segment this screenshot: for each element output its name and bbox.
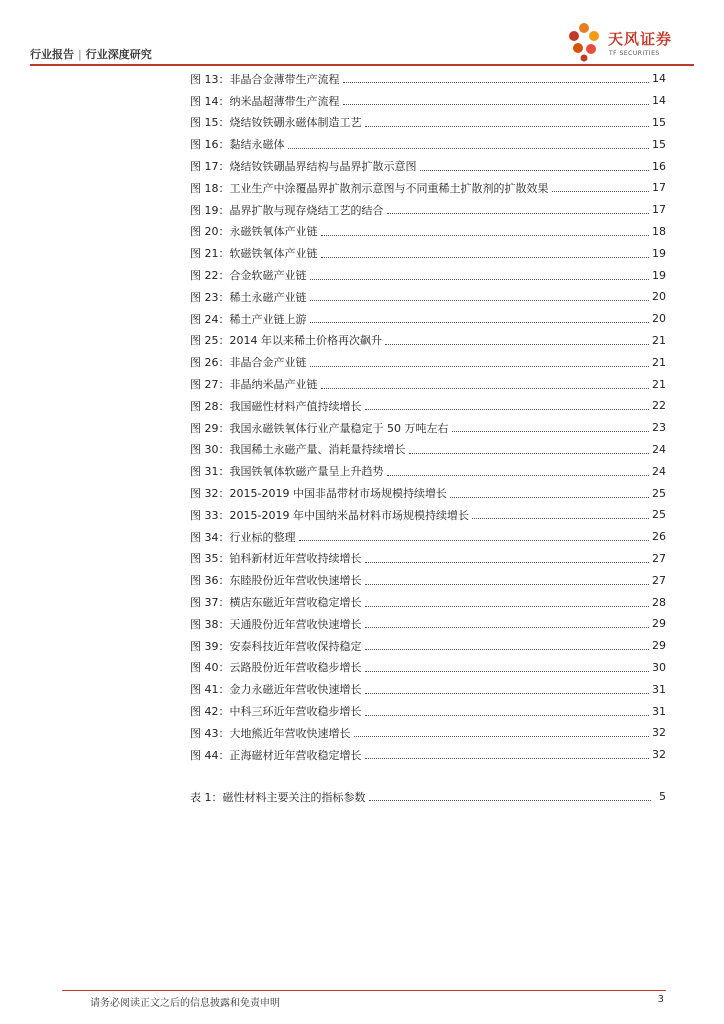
figure-entry-page: 21 (652, 377, 666, 391)
figure-entry[interactable] (190, 264, 666, 286)
figure-entry-label: 图 32： (190, 487, 230, 501)
figure-entry-title: 云路股份近年营收稳步增长 (229, 661, 362, 675)
report-subtype: 行业深度研究 (85, 48, 152, 61)
report-type: 行业报告 (30, 48, 74, 61)
figure-entry-label: 图 18： (190, 181, 230, 195)
figure-entry-label: 图 27： (190, 378, 230, 392)
figure-entry-title: 晶界扩散与现存烧结工艺的结合 (229, 203, 384, 217)
figure-entry-page: 26 (652, 530, 666, 544)
figure-entry[interactable] (190, 351, 666, 373)
figure-entry[interactable] (190, 526, 666, 548)
figure-entry-title: 我国稀土永磁产量、消耗量持续增长 (229, 443, 406, 457)
figure-entry[interactable] (190, 744, 666, 766)
figure-entry-page: 21 (652, 333, 666, 347)
dot-leader (365, 584, 650, 585)
figure-entry-title: 正海磁材近年营收稳定增长 (229, 748, 362, 762)
figure-entry[interactable] (190, 657, 666, 679)
dot-leader (288, 148, 650, 149)
figure-entry-title: 非晶合金产业链 (229, 356, 307, 370)
figure-entry-title: 黏结永磁体 (229, 138, 285, 152)
dot-leader (299, 540, 650, 541)
footer-disclaimer: 请务必阅读正文之后的信息披露和免责申明 (90, 998, 280, 1009)
dot-leader (365, 409, 650, 410)
figure-entry-page: 18 (652, 224, 666, 238)
figure-entry-label: 图 24： (190, 312, 230, 326)
figure-entry-page: 28 (652, 595, 666, 609)
dot-leader (343, 82, 650, 83)
dot-leader (365, 562, 650, 563)
figure-entry-label: 图 33： (190, 508, 230, 522)
dot-leader (387, 213, 650, 214)
dot-leader (420, 170, 650, 171)
figure-entry[interactable] (190, 155, 666, 177)
figure-entry[interactable] (190, 330, 666, 352)
figure-entry-page: 32 (652, 726, 666, 740)
figure-entry-page: 15 (652, 115, 666, 129)
figure-entry-title: 天通股份近年营收快速增长 (229, 617, 362, 631)
figure-entry-page: 15 (652, 137, 666, 151)
figure-entry-page: 32 (652, 748, 666, 762)
figure-entry[interactable] (190, 460, 666, 482)
figure-entry[interactable] (190, 417, 666, 439)
figure-entry-label: 图 30： (190, 443, 230, 457)
figure-entry-label: 图 25： (190, 334, 230, 348)
figure-entry[interactable] (190, 242, 666, 264)
dot-leader (321, 388, 650, 389)
figure-entry-label: 图 29： (190, 421, 230, 435)
figure-entry-title: 2015-2019 中国非晶带材市场规模持续增长 (229, 487, 447, 501)
figure-entry[interactable] (190, 635, 666, 657)
dot-leader (552, 191, 650, 192)
figure-entry-title: 金力永磁近年营收快速增长 (229, 683, 362, 697)
footer-divider (62, 990, 666, 991)
dot-leader (365, 693, 650, 694)
table-list (190, 786, 666, 808)
figure-entry[interactable] (190, 221, 666, 243)
dot-leader (365, 715, 650, 716)
figure-entry-label: 图 17： (190, 160, 230, 174)
figure-entry-label: 图 43： (190, 726, 230, 740)
figure-entry-label: 图 42： (190, 705, 230, 718)
dot-leader (365, 126, 650, 127)
figure-entry-page: 20 (652, 290, 666, 304)
figure-entry-label: 图 31： (190, 465, 230, 479)
figure-entry[interactable] (190, 112, 666, 134)
dot-leader (409, 453, 650, 454)
company-logo (564, 20, 692, 64)
figure-entry-label: 图 34： (190, 530, 230, 544)
figure-entry-title: 中科三环近年营收稳步增长 (229, 705, 362, 718)
figure-entry[interactable] (190, 482, 666, 504)
dot-leader (310, 366, 650, 367)
figure-entry[interactable] (190, 177, 666, 199)
dot-leader (365, 671, 650, 672)
figure-entry-page: 25 (652, 508, 666, 522)
dot-leader (343, 104, 650, 105)
figure-entry-title: 安泰科技近年营收保持稳定 (229, 639, 362, 653)
figure-entry[interactable] (190, 68, 666, 90)
figure-entry-page: 31 (652, 682, 666, 696)
dot-leader (365, 606, 650, 607)
figure-entry-page: 24 (652, 464, 666, 478)
figure-entry-page: 20 (652, 312, 666, 326)
figure-entry-page: 29 (652, 639, 666, 653)
table-entry-title: 磁性材料主要关注的指标参数 (222, 790, 366, 804)
figure-entry[interactable] (190, 613, 666, 635)
figure-entry-title: 纳米晶超薄带生产流程 (229, 94, 340, 108)
page-header (30, 20, 694, 66)
figure-entry-label: 图 28： (190, 399, 230, 413)
figure-entry[interactable] (190, 591, 666, 613)
figure-entry[interactable] (190, 569, 666, 591)
dot-leader (387, 475, 650, 476)
figure-entry-label: 图 23： (190, 290, 230, 304)
figure-entry-label: 图 22： (190, 269, 230, 283)
table-entry-label: 表 1： (190, 790, 223, 804)
dot-leader (472, 518, 649, 519)
figure-entry-page: 31 (652, 704, 666, 718)
figure-entry-title: 行业标的整理 (229, 530, 296, 544)
figure-entry-label: 图 39： (190, 639, 230, 653)
figure-entry-page: 23 (652, 421, 666, 435)
figure-entry[interactable] (190, 133, 666, 155)
figure-entry-label: 图 16： (190, 138, 230, 152)
figure-entry-title: 烧结钕铁硼晶界结构与晶界扩散示意图 (229, 160, 417, 174)
figure-entry-page: 17 (652, 181, 666, 195)
figure-entry[interactable] (190, 504, 666, 526)
figure-entry-title: 铂科新材近年营收持续增长 (229, 552, 362, 566)
figure-entry-page: 17 (652, 203, 666, 217)
figure-entry-label: 图 38： (190, 617, 230, 631)
figure-entry-title: 工业生产中涂覆晶界扩散剂示意图与不同重稀土扩散剂的扩散效果 (229, 181, 549, 195)
logo-chinese-name: 天风证券 (608, 30, 673, 48)
figure-entry-title: 我国永磁铁氧体行业产量稳定于 50 万吨左右 (229, 421, 449, 435)
figure-entry-title: 软磁铁氧体产业链 (229, 247, 318, 261)
figure-entry[interactable] (190, 439, 666, 461)
figure-list (190, 68, 666, 766)
figure-entry-title: 大地熊近年营收快速增长 (229, 726, 351, 740)
figure-entry-page: 14 (652, 72, 666, 86)
figure-entry-label: 图 37： (190, 596, 230, 610)
figure-entry-label: 图 14： (190, 94, 230, 108)
dot-leader (452, 431, 650, 432)
figure-entry-page: 29 (652, 617, 666, 631)
figure-entry-page: 30 (652, 660, 666, 674)
figure-entry-page: 14 (652, 94, 666, 108)
figure-entry-title: 稀土永磁产业链 (229, 290, 307, 304)
figure-entry-label: 图 35： (190, 552, 230, 566)
dot-leader (321, 235, 650, 236)
dot-leader (385, 344, 649, 345)
figure-entry-title: 合金软磁产业链 (229, 269, 307, 283)
table-entry[interactable] (190, 786, 666, 808)
dot-leader (321, 257, 650, 258)
figure-entry[interactable] (190, 90, 666, 112)
figure-entry-page: 19 (652, 246, 666, 260)
logo-mark-icon (564, 20, 606, 64)
figure-entry-title: 非晶合金薄带生产流程 (229, 72, 340, 86)
figure-entry-label: 图 36： (190, 574, 230, 588)
figure-entry-label: 图 40： (190, 661, 230, 675)
figure-entry-title: 2014 年以来稀土价格再次飙升 (229, 334, 382, 348)
figure-entry-label: 图 13： (190, 72, 230, 86)
figure-entry-page: 27 (652, 573, 666, 587)
page-number: 3 (657, 994, 664, 1005)
figure-entry[interactable] (190, 373, 666, 395)
header-separator: | (78, 48, 82, 61)
report-category (30, 46, 152, 62)
figure-entry-title: 永磁铁氧体产业链 (229, 225, 318, 239)
figure-entry-title: 非晶纳米晶产业链 (229, 378, 318, 392)
figure-entry-page: 22 (652, 399, 666, 413)
table-entry-page: 5 (659, 790, 666, 804)
figure-entry-title: 2015-2019 年中国纳米晶材料市场规模持续增长 (229, 508, 469, 522)
figure-entry-label: 图 26： (190, 356, 230, 370)
figure-entry[interactable] (190, 548, 666, 570)
dot-leader (310, 279, 650, 280)
figure-entry-title: 横店东磁近年营收稳定增长 (229, 596, 362, 610)
figure-entry-label: 图 19： (190, 203, 230, 217)
figure-entry[interactable] (190, 678, 666, 700)
figure-entry-page: 25 (652, 486, 666, 500)
figure-entry-label: 图 20： (190, 225, 230, 239)
dot-leader (369, 800, 652, 801)
figure-entry[interactable] (190, 722, 666, 744)
figure-entry[interactable] (190, 286, 666, 308)
dot-leader (354, 736, 650, 737)
figure-entry-title: 东睦股份近年营收快速增长 (229, 574, 362, 588)
figure-entry[interactable] (190, 199, 666, 221)
figure-entry[interactable] (190, 395, 666, 417)
figure-entry[interactable] (190, 308, 666, 330)
dot-leader (365, 627, 650, 628)
logo-english-name: TF SECURITIES (609, 50, 660, 57)
figure-entry-page: 21 (652, 355, 666, 369)
figure-entry-title: 我国磁性材料产值持续增长 (229, 399, 362, 413)
figure-entry-page: 24 (652, 442, 666, 456)
dot-leader (450, 497, 649, 498)
figure-entry-label: 图 21： (190, 247, 230, 261)
figure-entry-label: 图 44： (190, 748, 230, 762)
figure-entry-label: 图 15： (190, 116, 230, 130)
figure-entry-title: 我国铁氧体软磁产量呈上升趋势 (229, 465, 384, 479)
figure-entry-title: 烧结钕铁硼永磁体制造工艺 (229, 116, 362, 130)
figure-entry-title: 稀土产业链上游 (229, 312, 307, 326)
header-divider (30, 64, 694, 66)
figure-entry-page: 27 (652, 551, 666, 565)
figure-entry[interactable] (190, 700, 666, 722)
dot-leader (310, 300, 650, 301)
dot-leader (365, 649, 650, 650)
figure-entry-label: 图 41： (190, 683, 230, 697)
dot-leader (365, 758, 650, 759)
dot-leader (310, 322, 650, 323)
figure-entry-page: 19 (652, 268, 666, 282)
figure-entry-page: 16 (652, 159, 666, 173)
